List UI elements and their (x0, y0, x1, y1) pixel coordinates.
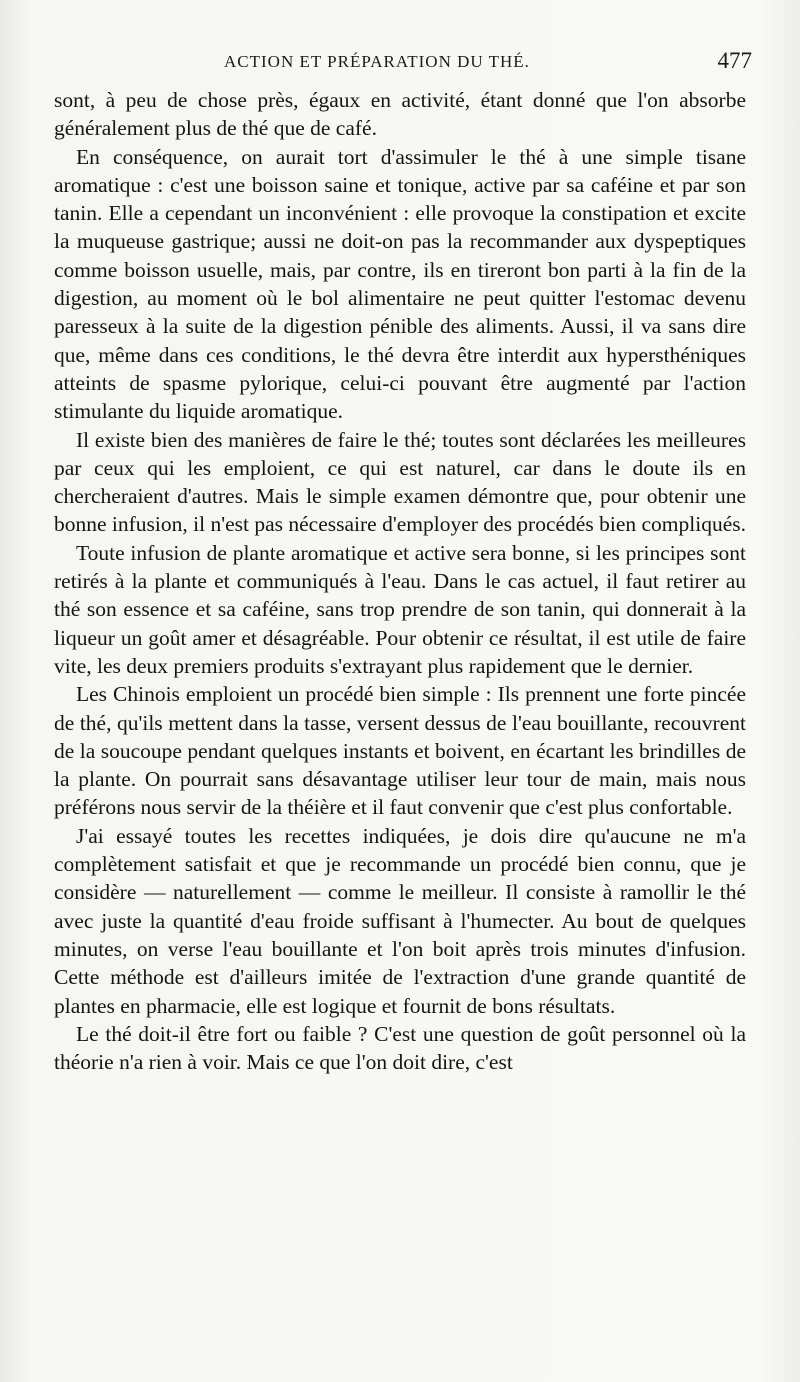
paragraph-2: En conséquence, on aurait tort d'assimuler le thé à une simple tisane aromatique : c'est une boisson saine et tonique, active par sa caféine et par son tanin. Elle a cependant un inconvénient : elle provoque la constipation et excite la muqueuse gastrique; aussi ne doit-on pas la recommander aux dyspeptiques comme boisson usuelle, mais, par contre, ils en tireront bon parti à la fin de la digestion, au moment où le bol alimentaire ne peut quitter l'estomac devenu paresseux à la suite de la digestion pénible des aliments. Aussi, il va sans dire que, même dans ces conditions, le thé devra être interdit aux hypersthéniques atteints de spasme pylorique, celui-ci pouvant être augmenté par l'action stimulante du liquide aromatique. (54, 144, 746, 424)
paragraph-3: Il existe bien des manières de faire le thé; toutes sont déclarées les meilleures par ceux qui les emploient, ce qui est naturel, car dans le doute ils en chercheraient d'autres. Mais le simple examen démontre que, pour obtenir une bonne infusion, il n'est pas nécessaire d'employer des procédés bien compliqués. (54, 427, 746, 537)
paragraph-4: Toute infusion de plante aromatique et active sera bonne, si les principes sont retirés à la plante et communiqués à l'eau. Dans le cas actuel, il faut retirer au thé son essence et sa caféine, sans trop prendre de son tanin, qui donnerait à la liqueur un goût amer et désagréable. Pour obtenir ce résultat, il est utile de faire vite, les deux premiers produits s'extrayant plus rapidement que le dernier. (54, 540, 746, 678)
page-number: 477 (717, 48, 752, 73)
paragraph-6: J'ai essayé toutes les recettes indiquées, je dois dire qu'aucune ne m'a complètement satisfait et que je recommande un procédé bien connu, que je considère — naturellement — comme le meilleur. Il consiste à ramollir le thé avec juste la quantité d'eau froide suffisant à l'humecter. Au bout de quelques minutes, on verse l'eau bouillante et l'on boit après trois minutes d'infusion. Cette méthode est d'ailleurs imitée de l'extraction d'une grande quantité de plantes en pharmacie, elle est logique et fournit de bons résultats. (54, 823, 746, 1018)
paragraph-5: Les Chinois emploient un procédé bien simple : Ils prennent une forte pincée de thé, qu'ils mettent dans la tasse, versent dessus de l'eau bouillante, recouvrent de la soucoupe pendant quelques instants et boivent, en écartant les brindilles de la plante. On pourrait sans désavantage utiliser leur tour de main, mais nous préférons nous servir de la théière et il faut convenir que c'est plus confortable. (54, 682, 746, 820)
running-title: ACTION ET PRÉPARATION DU THÉ. (224, 52, 530, 71)
paragraph-7: Le thé doit-il être fort ou faible ? C'est une question de goût personnel où la théorie n'a rien à voir. Mais ce que l'on doit dire, c'est (54, 1021, 746, 1075)
body-text (54, 86, 746, 1076)
paragraph-1: sont, à peu de chose près, égaux en activité, étant donné que l'on absorbe généralement plus de thé que de café. (54, 88, 746, 141)
page-header (56, 50, 752, 82)
